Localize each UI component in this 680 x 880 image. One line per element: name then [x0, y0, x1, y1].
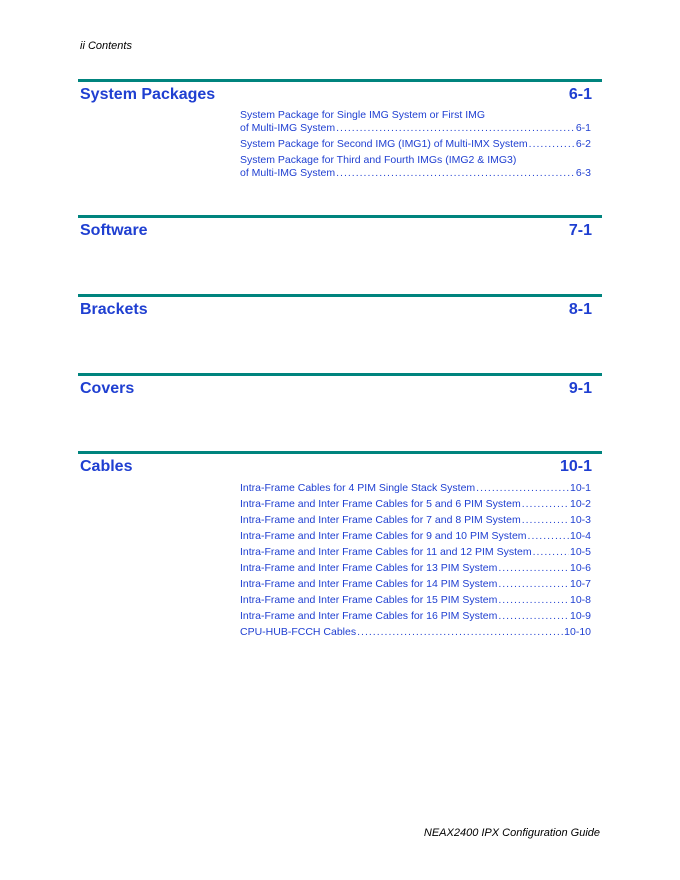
dot-leader — [336, 167, 575, 180]
section-page: 8-1 — [568, 301, 592, 318]
section-page: 6-1 — [568, 86, 592, 103]
dot-leader — [498, 562, 569, 575]
section-title: Covers — [80, 380, 135, 397]
toc-entry-page: 6-2 — [575, 138, 591, 150]
section-rule — [78, 451, 602, 454]
toc-entry-page: 10-7 — [569, 578, 591, 590]
toc-entry-page: 10-1 — [569, 482, 591, 494]
toc-entry-label: Intra-Frame and Inter Frame Cables for 16 PIM System — [240, 610, 498, 622]
toc-entry-list — [240, 109, 591, 180]
running-head: ii Contents — [80, 40, 132, 52]
section-heading[interactable] — [78, 222, 602, 240]
toc-entry-page: 6-1 — [575, 122, 591, 134]
dot-leader — [529, 138, 575, 151]
section-page: 7-1 — [568, 222, 592, 239]
toc-entry-label-line1: System Package for Third and Fourth IMGs (IMG2 & IMG3) — [240, 154, 517, 166]
section-heading[interactable] — [78, 458, 602, 476]
toc-entry-label: CPU-HUB-FCCH Cables — [240, 626, 357, 638]
toc-entry-page: 10-2 — [569, 498, 591, 510]
toc-entry[interactable] — [240, 610, 591, 623]
toc-entry-label: Intra-Frame and Inter Frame Cables for 11 and 12 PIM System — [240, 546, 532, 558]
dot-leader — [533, 546, 569, 559]
page-footer: NEAX2400 IPX Configuration Guide — [423, 827, 600, 839]
dot-leader — [528, 530, 569, 543]
dot-leader — [522, 498, 569, 511]
toc-entry-label: Intra-Frame and Inter Frame Cables for 9 and 10 PIM System — [240, 530, 527, 542]
toc-entry-page: 10-8 — [569, 594, 591, 606]
toc-entry[interactable] — [240, 498, 591, 511]
toc-section-brackets — [78, 294, 602, 319]
toc-entry[interactable] — [240, 594, 591, 607]
section-title: Software — [80, 222, 148, 239]
toc-entry[interactable] — [240, 482, 591, 495]
toc-entry-page: 10-5 — [569, 546, 591, 558]
section-rule — [78, 373, 602, 376]
toc-entry-list — [240, 482, 591, 639]
toc-entry[interactable] — [240, 154, 591, 180]
toc-entry[interactable] — [240, 138, 591, 151]
toc-entry[interactable] — [240, 562, 591, 575]
dot-leader — [498, 594, 569, 607]
section-title: Brackets — [80, 301, 148, 318]
section-page: 10-1 — [559, 458, 592, 475]
toc-entry[interactable] — [240, 514, 591, 527]
dot-leader — [498, 610, 569, 623]
section-rule — [78, 79, 602, 82]
dot-leader — [476, 482, 569, 495]
toc-entry-page: 6-3 — [575, 167, 591, 179]
toc-entry-label-line2: of Multi-IMG System — [240, 122, 336, 134]
dot-leader — [357, 626, 563, 639]
toc-entry-page: 10-9 — [569, 610, 591, 622]
toc-entry-label: Intra-Frame and Inter Frame Cables for 5 and 6 PIM System — [240, 498, 521, 510]
toc-entry-page: 10-10 — [564, 626, 591, 638]
section-rule — [78, 215, 602, 218]
dot-leader — [522, 514, 569, 527]
toc-entry-label: Intra-Frame and Inter Frame Cables for 7 and 8 PIM System — [240, 514, 521, 526]
section-page: 9-1 — [568, 380, 592, 397]
toc-entry-page: 10-6 — [569, 562, 591, 574]
section-heading[interactable] — [78, 380, 602, 398]
dot-leader — [336, 122, 575, 135]
section-title: Cables — [80, 458, 133, 475]
toc-entry-label: Intra-Frame Cables for 4 PIM Single Stack System — [240, 482, 476, 494]
section-heading[interactable] — [78, 301, 602, 319]
toc-entry-label: Intra-Frame and Inter Frame Cables for 15 PIM System — [240, 594, 498, 606]
toc-section-covers — [78, 373, 602, 398]
section-title: System Packages — [80, 86, 216, 103]
toc-entry-label: System Package for Second IMG (IMG1) of Multi-IMX System — [240, 138, 528, 150]
toc-section-system-packages — [78, 79, 602, 183]
toc-entry-label-line2: of Multi-IMG System — [240, 167, 336, 179]
toc-entry-page: 10-4 — [569, 530, 591, 542]
toc-entry-label-line1: System Package for Single IMG System or First IMG — [240, 109, 486, 121]
toc-entry-label: Intra-Frame and Inter Frame Cables for 13 PIM System — [240, 562, 498, 574]
toc-entry[interactable] — [240, 626, 591, 639]
toc-entry[interactable] — [240, 578, 591, 591]
section-heading[interactable] — [78, 86, 602, 104]
toc-entry[interactable] — [240, 109, 591, 135]
toc-entry-page: 10-3 — [569, 514, 591, 526]
section-rule — [78, 294, 602, 297]
toc-entry-label: Intra-Frame and Inter Frame Cables for 14 PIM System — [240, 578, 498, 590]
toc-section-cables — [78, 451, 602, 642]
toc-entry[interactable] — [240, 530, 591, 543]
toc-section-software — [78, 215, 602, 240]
toc-entry[interactable] — [240, 546, 591, 559]
dot-leader — [498, 578, 569, 591]
